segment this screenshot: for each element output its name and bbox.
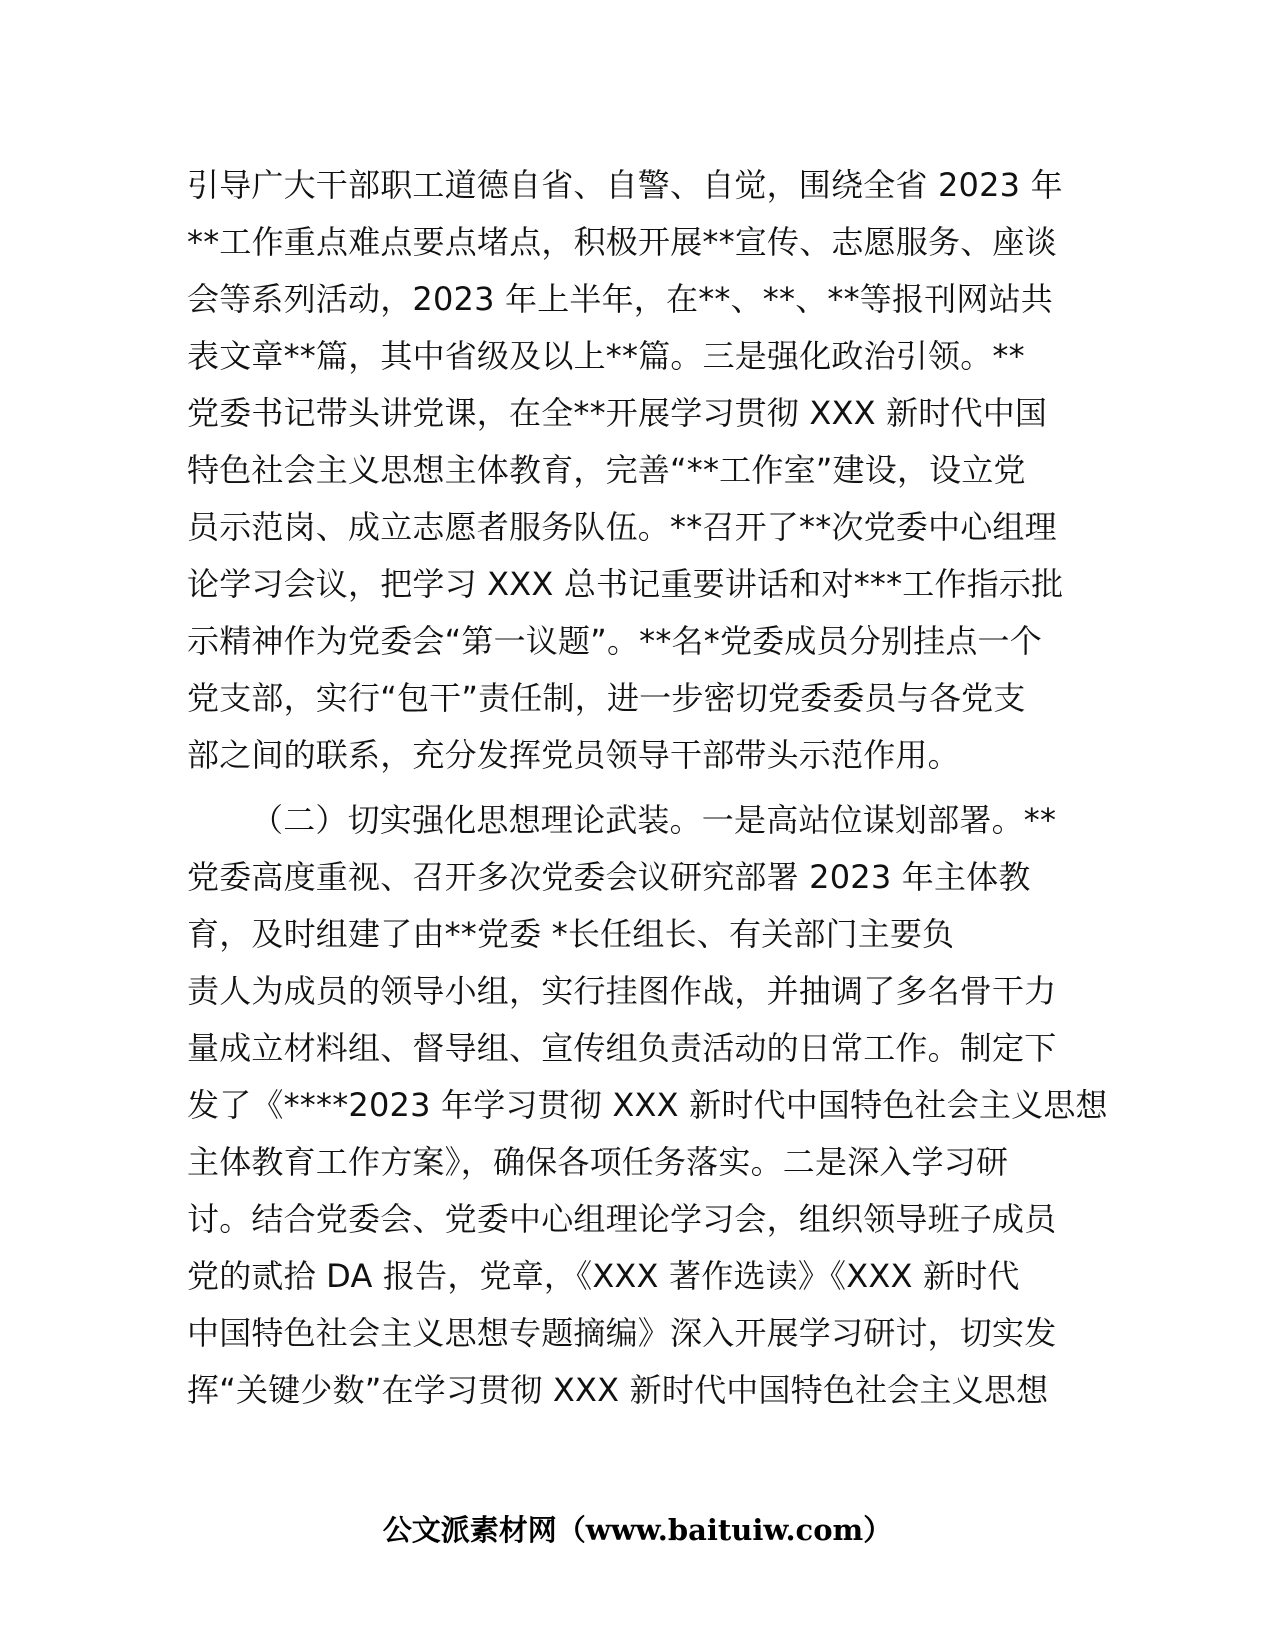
text-line: 主体教育工作方案》，确保各项任务落实。二是深入学习研	[187, 1143, 1009, 1181]
text-line: 特色社会主义思想主体教育，完善“**工作室”建设，设立党	[187, 451, 1026, 489]
text-line: 讨。结合党委会、党委中心组理论学习会，组织领导班子成员	[187, 1200, 1057, 1238]
text-line: 量成立材料组、督导组、宣传组负责活动的日常工作。制定下	[187, 1029, 1057, 1067]
text-line: **工作重点难点要点堵点，积极开展**宣传、志愿服务、座谈	[187, 223, 1057, 261]
text-line: 挥“关键少数”在学习贯彻 XXX 新时代中国特色社会主义思想	[187, 1371, 1049, 1409]
text-line: 论学习会议，把学习 XXX 总书记重要讲话和对***工作指示批	[187, 565, 1064, 603]
text-line: 中国特色社会主义思想专题摘编》深入开展学习研讨，切实发	[187, 1314, 1057, 1352]
footer-watermark: 公文派素材网（www.baituiw.com）	[382, 1513, 893, 1547]
text-line: 党支部，实行“包干”责任制，进一步密切党委委员与各党支	[187, 679, 1026, 717]
document-body	[187, 157, 1108, 1419]
text-line: 发了《****2023 年学习贯彻 XXX 新时代中国特色社会主义思想	[187, 1086, 1108, 1124]
text-line: 党的贰拾 DA 报告，党章，《XXX 著作选读》《XXX 新时代	[187, 1257, 1020, 1295]
text-line: 表文章**篇，其中省级及以上**篇。三是强化政治引领。**	[187, 337, 1025, 375]
text-line: 员示范岗、成立志愿者服务队伍。**召开了**次党委中心组理	[187, 508, 1057, 546]
text-line: 党委高度重视、召开多次党委会议研究部署 2023 年主体教	[187, 858, 1031, 896]
text-line: 育，及时组建了由**党委 *长任组长、有关部门主要负	[187, 915, 955, 953]
text-line: 部之间的联系，充分发挥党员领导干部带头示范作用。	[187, 736, 960, 774]
text-line: 会等系列活动，2023 年上半年，在**、**、**等报刊网站共	[187, 280, 1054, 318]
text-line: 示精神作为党委会“第一议题”。**名*党委成员分别挂点一个	[187, 622, 1042, 660]
paragraph-start-line: （二）切实强化思想理论武装。一是高站位谋划部署。**	[251, 801, 1057, 839]
text-line: 党委书记带头讲党课，在全**开展学习贯彻 XXX 新时代中国	[187, 394, 1048, 432]
text-line: 引导广大干部职工道德自省、自警、自觉，围绕全省 2023 年	[187, 166, 1063, 204]
text-line: 责人为成员的领导小组，实行挂图作战，并抽调了多名骨干力	[187, 972, 1057, 1010]
